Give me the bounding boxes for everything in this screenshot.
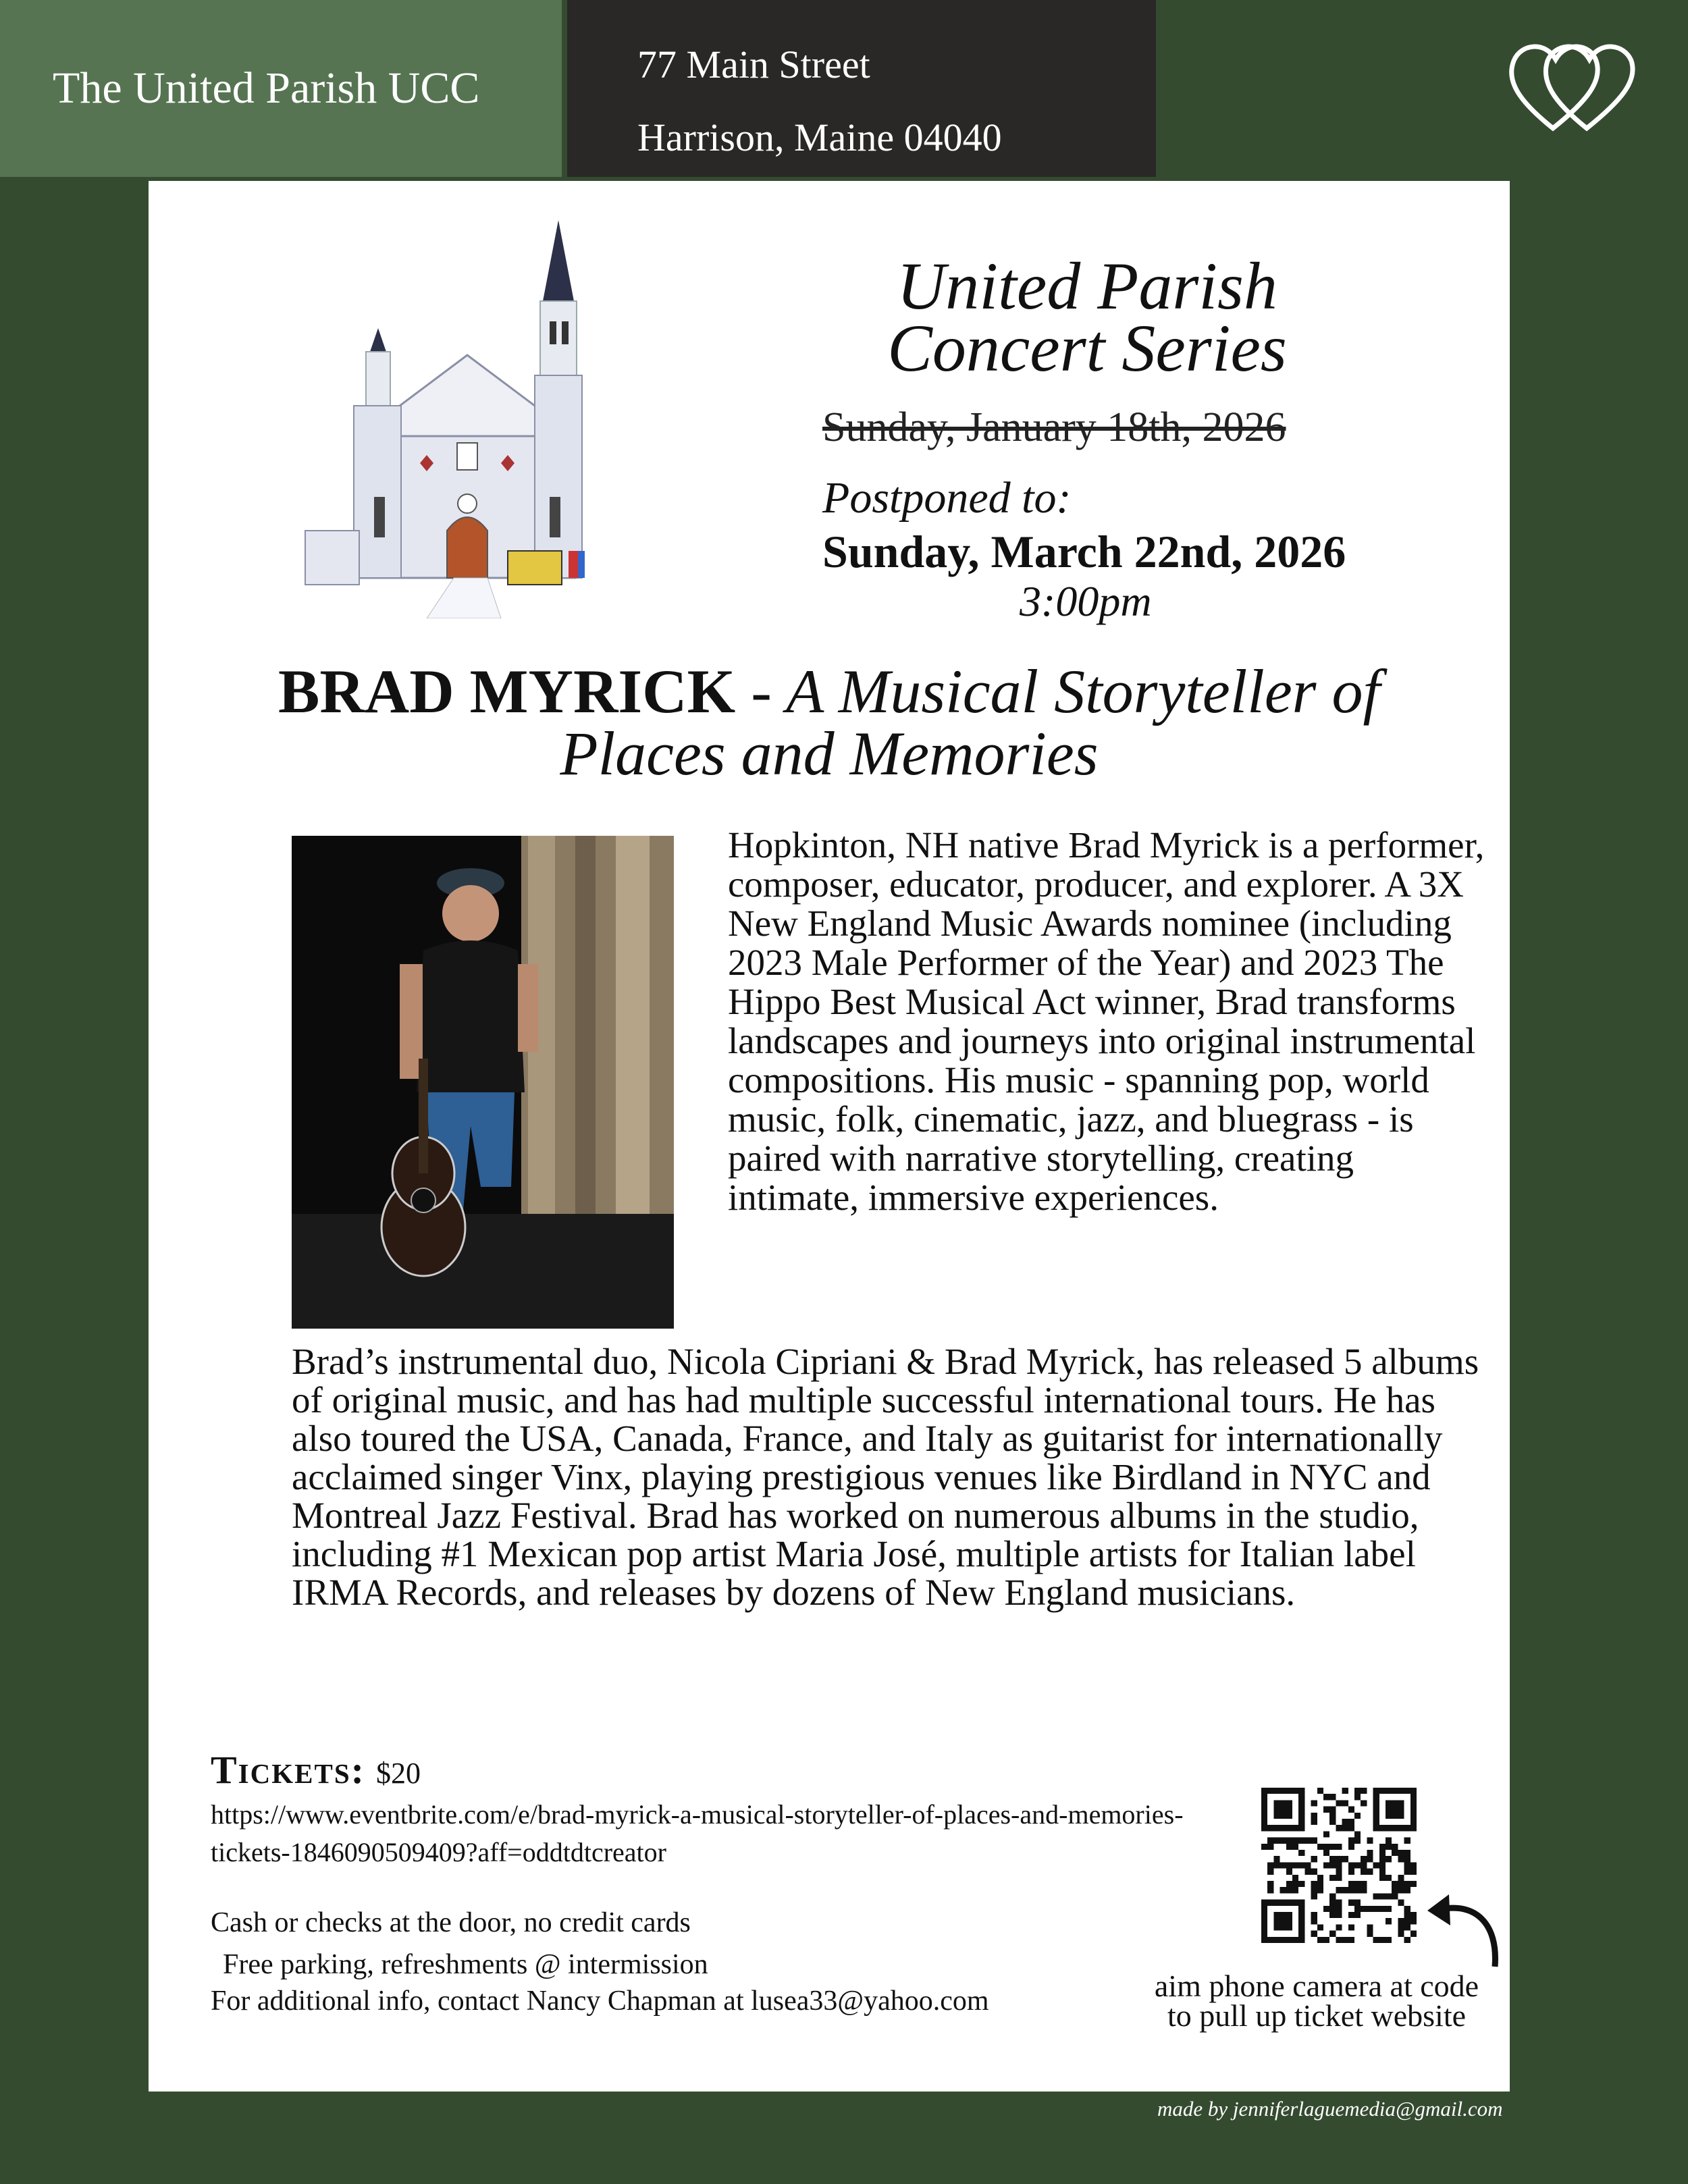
headline-subtitle: A Musical Storyteller of Places and Memories (560, 657, 1381, 788)
church-illustration (298, 213, 636, 618)
postponed-label: Postponed to: (822, 473, 1072, 523)
amenities-note: Free parking, refreshments @ intermission (223, 1949, 708, 1980)
concert-series-title (851, 248, 1323, 385)
qr-caption (1128, 1971, 1506, 2031)
address-line2: Harrison, Maine 04040 (637, 115, 1002, 159)
performer-name: BRAD MYRICK (278, 657, 736, 726)
address-banner (567, 0, 1156, 177)
qr-caption-line2: to pull up ticket website (1167, 1998, 1467, 2033)
qr-code[interactable] (1261, 1788, 1417, 1943)
contact-note: For additional info, contact Nancy Chapman at lusea33@yahoo.com (211, 1986, 989, 2017)
qr-caption-line1: aim phone camera at code (1154, 1969, 1479, 2003)
flyer-panel (149, 181, 1510, 2092)
performer-photo (292, 836, 674, 1329)
ticket-url[interactable]: https://www.eventbrite.com/e/brad-myrick-a-musical-storyteller-of-places-and-memories-tickets-1846090509409?aff=oddtdtcreator (211, 1799, 1184, 1867)
event-headline (203, 657, 1456, 788)
series-line1: United Parish (897, 248, 1277, 323)
series-line2: Concert Series (887, 311, 1287, 385)
org-name-banner (0, 0, 562, 177)
tickets-line (211, 1747, 421, 1792)
ticket-price: $20 (375, 1757, 421, 1790)
original-date: Sunday, January 18th, 2026 (822, 404, 1286, 450)
curved-arrow-icon (1421, 1882, 1515, 1970)
event-time: 3:00pm (1020, 577, 1152, 625)
tickets-label: Tickets: (211, 1748, 365, 1792)
payment-note: Cash or checks at the door, no credit cards (211, 1907, 691, 1938)
bio-paragraph-1: Hopkinton, NH native Brad Myrick is a performer, composer, educator, producer, and explorer. A 3X New England Music Awards nominee (including 2023 Male Performer of the Year) and 2023 The Hippo Best Musical Act winner, Brad transforms landscapes and journeys into original instrumental compositions. His music - spanning pop, world music, folk, cinematic, jazz, and bluegrass - is paired with narrative storytelling, creating intimate, immersive experiences. (728, 824, 1485, 1218)
headline-dash: - (735, 657, 787, 726)
hearts-icon (1506, 34, 1641, 142)
bio-paragraph-2: Brad’s instrumental duo, Nicola Cipriani & Brad Myrick, has released 5 albums of original music, and has had multiple successful international tours. He has also toured the USA, Canada, France, and Italy as guitarist for internationally acclaimed singer Vinx, playing prestigious venues like Birdland in NYC and Montreal Jazz Festival. Brad has worked on numerous albums in the studio, including #1 Mexican pop artist Maria José, multiple artists for Italian label IRMA Records, and releases by dozens of New England musicians. (292, 1341, 1479, 1613)
designer-credit: made by jenniferlaguemedia@gmail.com (1157, 2097, 1503, 2121)
new-date: Sunday, March 22nd, 2026 (822, 526, 1346, 577)
address-line1: 77 Main Street (637, 43, 870, 86)
org-name: The United Parish UCC (53, 63, 480, 113)
